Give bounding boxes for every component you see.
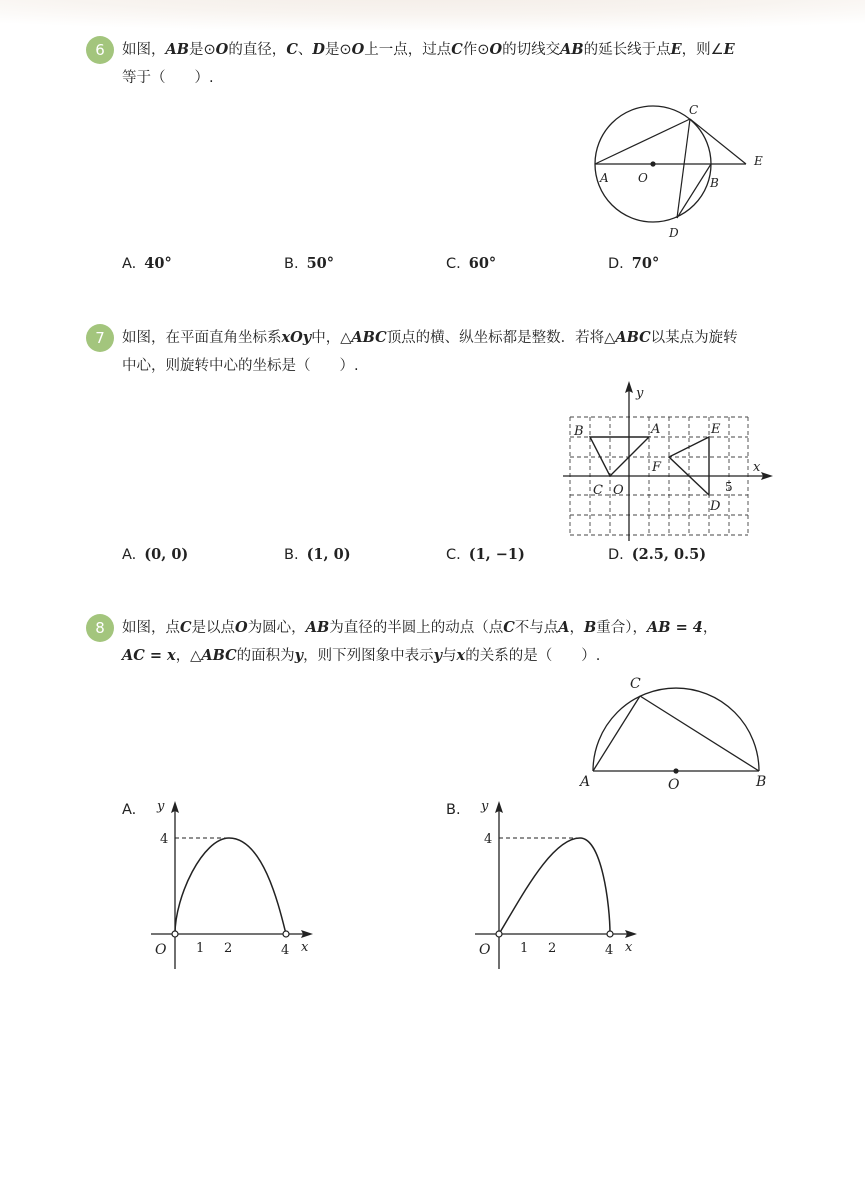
option-d[interactable]: D. 70° xyxy=(608,255,660,272)
label-origin: O xyxy=(155,942,167,958)
label-b: B xyxy=(756,774,767,790)
open-endpoint-origin xyxy=(496,931,502,937)
option-c[interactable]: C. 60° xyxy=(446,255,497,272)
page-header-band xyxy=(0,0,865,30)
question-number-badge: 6 xyxy=(86,36,114,64)
graph-option-a-label[interactable]: A. xyxy=(122,802,137,818)
stem-line-2: 中心，则旋转中心的坐标是（ ）. xyxy=(122,358,359,374)
question-stem xyxy=(122,324,782,380)
semicircle-arc xyxy=(593,688,759,771)
open-endpoint-4 xyxy=(607,931,613,937)
tick-label-5: 5 xyxy=(725,480,733,494)
stem-line-1: 如图，点C是以点O为圆心，AB为直径的半圆上的动点（点C不与点A，B重合），AB = 4， xyxy=(122,619,718,636)
question-number-badge: 7 xyxy=(86,324,114,352)
label-b: B xyxy=(574,424,584,439)
stem-line-2: 等于（ ）. xyxy=(122,70,214,86)
label-c: C xyxy=(689,103,699,117)
center-point xyxy=(673,768,678,773)
tick-label-4-x: 4 xyxy=(605,943,614,958)
label-origin: O xyxy=(479,942,491,958)
label-a: A xyxy=(600,171,609,185)
tick-label-4-y: 4 xyxy=(160,832,169,847)
option-a[interactable]: A. (0, 0) xyxy=(122,546,189,563)
label-x-axis: x xyxy=(301,940,309,955)
label-e: E xyxy=(711,422,721,437)
chord-cb xyxy=(640,696,759,771)
circle-tangent-figure xyxy=(585,98,775,246)
semicircle-figure xyxy=(578,672,773,794)
tick-label-1: 1 xyxy=(520,941,529,956)
option-c[interactable]: C. (1, −1) xyxy=(446,546,525,563)
label-d: D xyxy=(710,499,721,514)
label-x-axis: x xyxy=(753,460,761,475)
center-point xyxy=(650,161,655,166)
label-c: C xyxy=(593,483,603,498)
tick-label-4-x: 4 xyxy=(281,943,290,958)
label-y-axis: y xyxy=(481,799,489,814)
stem-line-1: 如图，AB是⊙O的直径，C、D是⊙O上一点，过点C作⊙O的切线交AB的延长线于点E，则∠E xyxy=(122,41,735,58)
label-b: B xyxy=(710,176,719,190)
chord-ac xyxy=(593,696,640,771)
chord-db xyxy=(677,164,711,218)
chord-cd xyxy=(677,119,690,218)
coordinate-grid-figure xyxy=(555,378,780,543)
label-o: O xyxy=(668,777,680,793)
open-endpoint-origin xyxy=(172,931,178,937)
tick-label-2: 2 xyxy=(548,941,557,956)
tick-label-4-y: 4 xyxy=(484,832,493,847)
graph-option-a[interactable] xyxy=(148,796,323,974)
question-number-badge: 8 xyxy=(86,614,114,642)
label-y-axis: y xyxy=(636,386,644,401)
label-a: A xyxy=(651,422,661,437)
triangle-abc xyxy=(590,437,649,476)
label-f: F xyxy=(652,460,662,475)
option-a[interactable]: A. 40° xyxy=(122,255,172,272)
stem-line-1: 如图，在平面直角坐标系xOy中，△ABC顶点的横、纵坐标都是整数．若将△ABC以某点为旋转 xyxy=(122,329,738,346)
option-b[interactable]: B. (1, 0) xyxy=(284,546,351,563)
curve xyxy=(175,838,286,934)
label-e: E xyxy=(754,154,763,168)
tick-label-2: 2 xyxy=(224,941,233,956)
stem-line-2: AC = x，△ABC的面积为y，则下列图象中表示y与x的关系的是（ ）. xyxy=(122,647,601,664)
tangent-ce xyxy=(690,119,746,164)
graph-option-b[interactable] xyxy=(472,796,647,974)
open-endpoint-4 xyxy=(283,931,289,937)
curve xyxy=(499,838,610,934)
label-y-axis: y xyxy=(157,799,165,814)
label-x-axis: x xyxy=(625,940,633,955)
label-o: O xyxy=(613,483,624,498)
question-stem xyxy=(122,614,782,670)
label-o: O xyxy=(638,171,648,185)
question-stem xyxy=(122,36,782,92)
graph-option-b-label[interactable]: B. xyxy=(446,802,461,818)
label-a: A xyxy=(580,774,591,790)
option-b[interactable]: B. 50° xyxy=(284,255,334,272)
label-d: D xyxy=(669,226,679,240)
tick-label-1: 1 xyxy=(196,941,205,956)
label-c: C xyxy=(630,676,641,692)
option-d[interactable]: D. (2.5, 0.5) xyxy=(608,546,707,563)
